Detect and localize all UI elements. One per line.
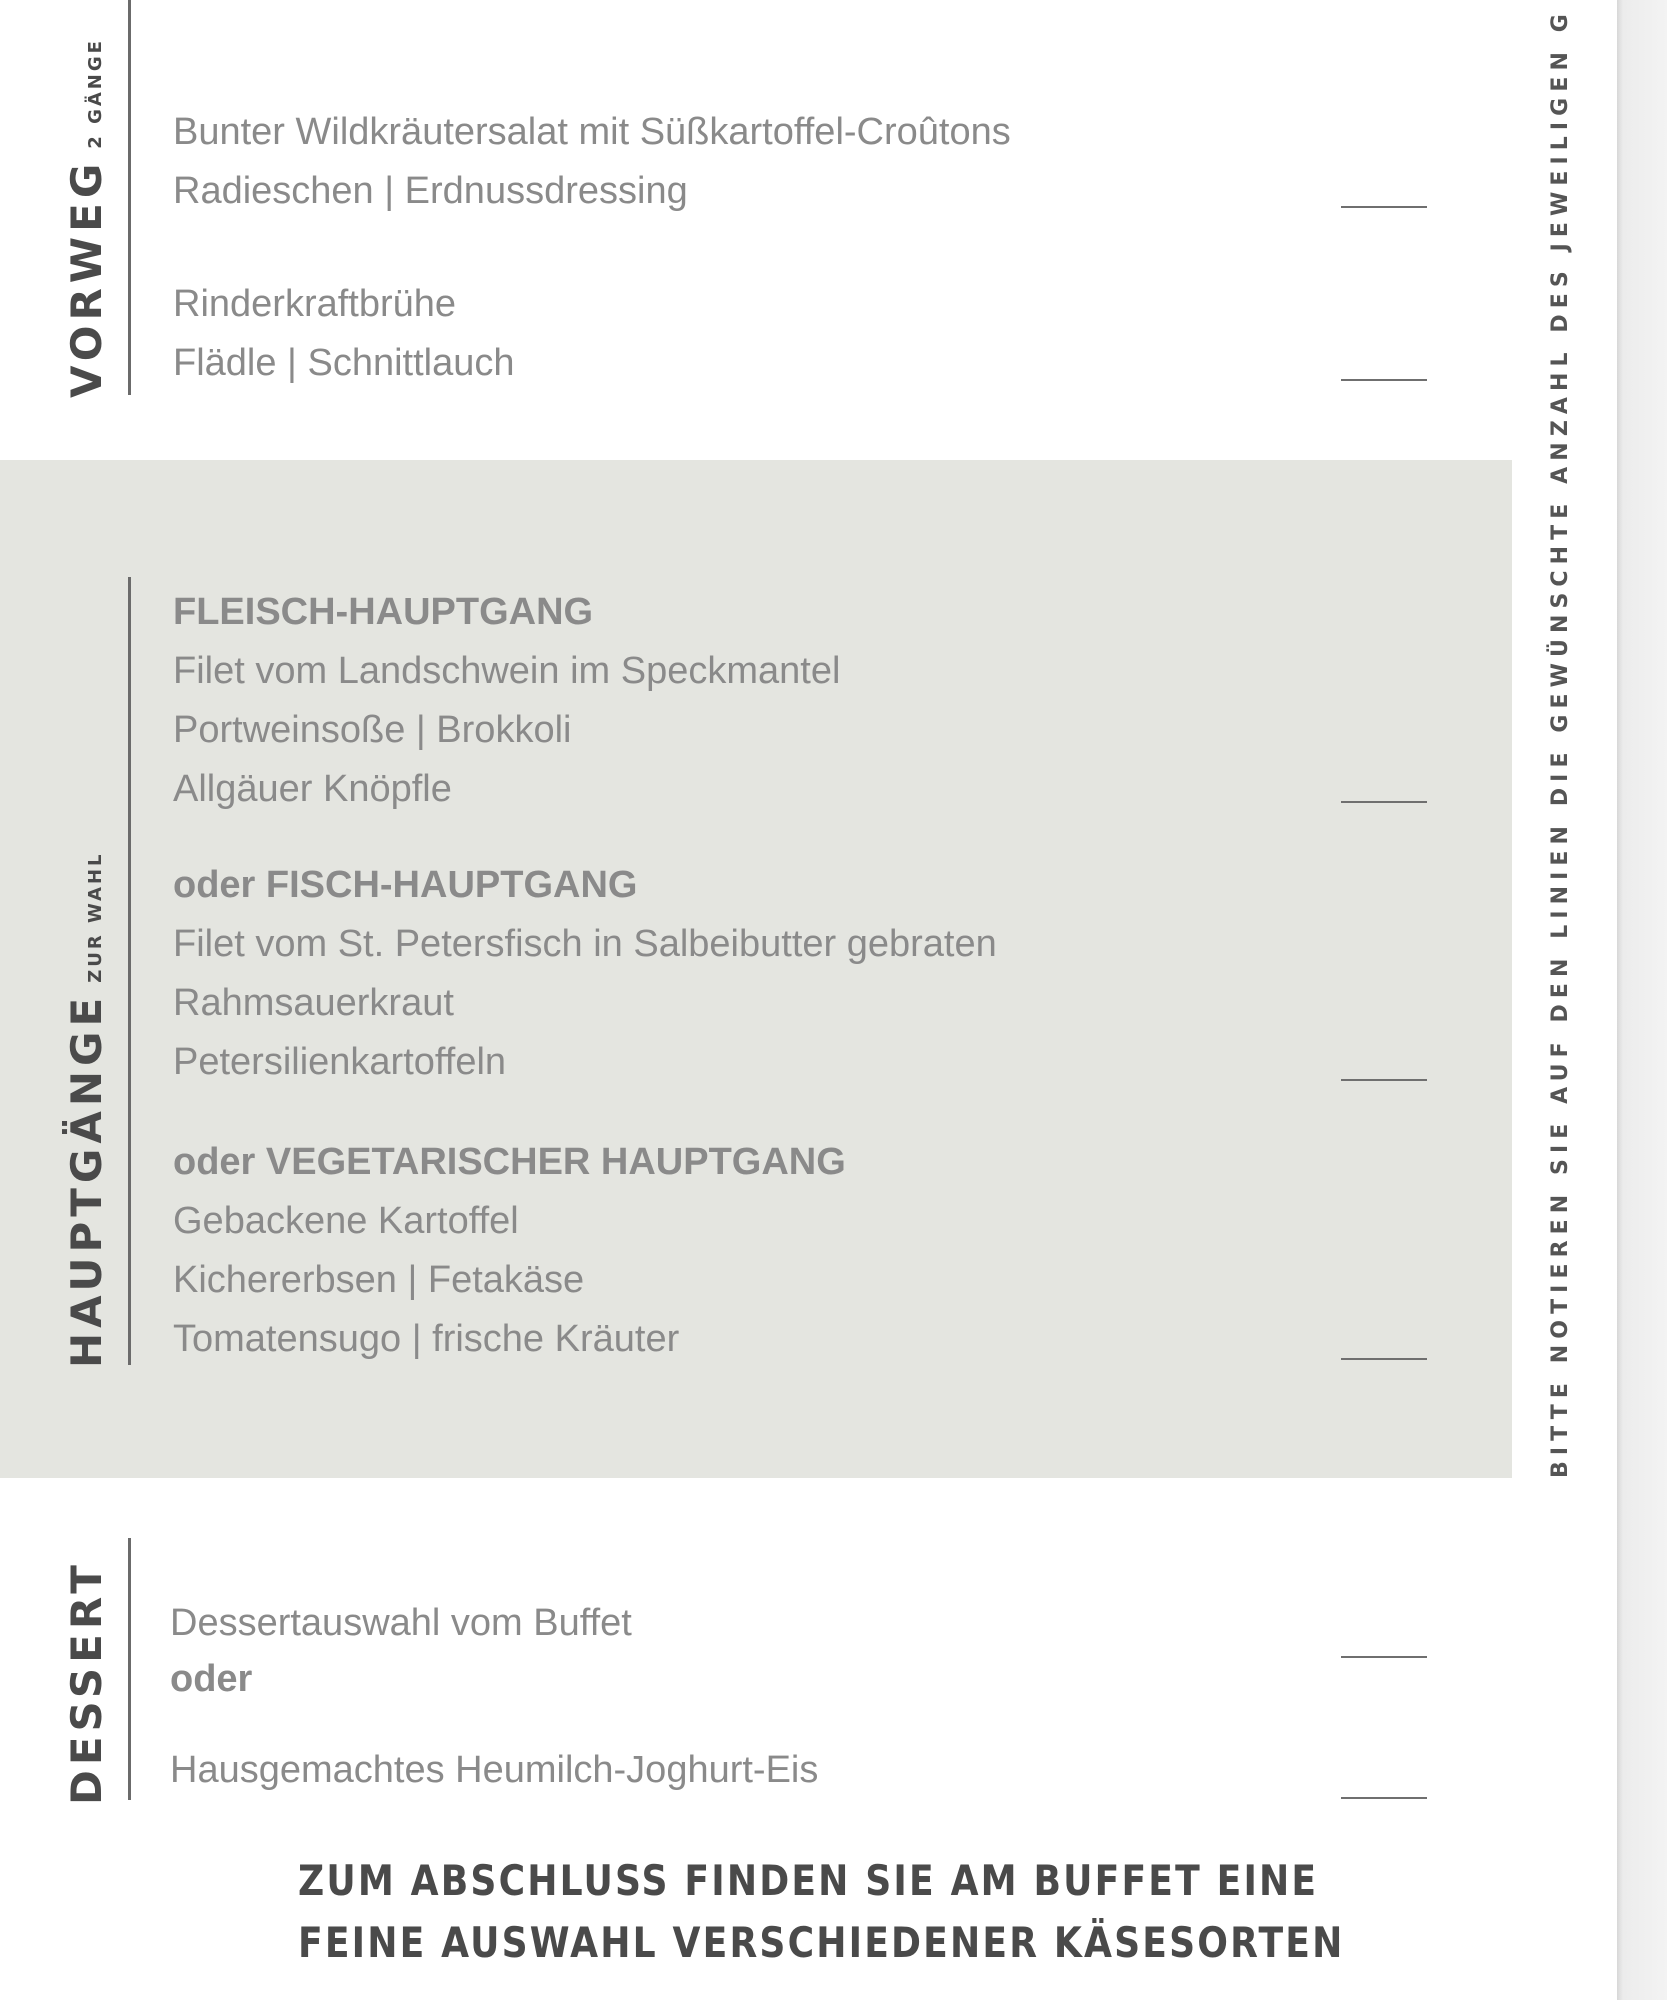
closing-line-2: FEINE AUSWAHL VERSCHIEDENER KÄSESORTEN — [298, 1918, 1345, 1967]
menu-item-salad-details: Radieschen | Erdnussdressing — [173, 170, 688, 212]
quantity-line-dessert-buffet[interactable] — [1341, 1656, 1427, 1658]
option-vegetarisch-line-3: Tomatensugo | frische Kräuter — [173, 1318, 680, 1360]
quantity-line-salad[interactable] — [1341, 206, 1427, 208]
option-vegetarisch-line-2: Kichererbsen | Fetakäse — [173, 1259, 585, 1301]
option-heading-fleisch: FLEISCH-HAUPTGANG — [173, 591, 594, 633]
menu-item-broth-name: Rinderkraftbrühe — [173, 283, 457, 325]
option-fisch-line-2: Rahmsauerkraut — [173, 982, 454, 1024]
section-title-vorweg: VORWEG — [62, 158, 111, 398]
closing-note — [298, 1850, 1344, 1974]
dessert-item-buffet: Dessertauswahl vom Buffet — [170, 1602, 632, 1644]
quantity-line-fisch[interactable] — [1341, 1079, 1427, 1081]
option-fleisch-line-1: Filet vom Landschwein im Speckmantel — [173, 650, 841, 692]
section-divider-hauptgaenge — [128, 577, 131, 1365]
dessert-separator-oder: oder — [170, 1658, 253, 1700]
page-edge-shadow — [1617, 0, 1667, 2000]
section-title-hauptgaenge: HAUPTGÄNGE — [62, 992, 111, 1368]
quantity-line-fleisch[interactable] — [1341, 801, 1427, 803]
option-fleisch-line-3: Allgäuer Knöpfle — [173, 768, 452, 810]
quantity-line-broth[interactable] — [1341, 379, 1427, 381]
quantity-line-dessert-eis[interactable] — [1341, 1797, 1427, 1799]
option-fisch-line-3: Petersilienkartoffeln — [173, 1041, 507, 1083]
closing-line-1: ZUM ABSCHLUSS FINDEN SIE AM BUFFET EINE — [298, 1856, 1319, 1905]
menu-item-broth-details: Flädle | Schnittlauch — [173, 342, 515, 384]
section-subtitle-hauptgaenge: ZUR WAHL — [85, 851, 106, 983]
option-fleisch-line-2: Portweinsoße | Brokkoli — [173, 709, 572, 751]
side-instruction-text: BITTE NOTIEREN SIE AUF DEN LINIEN DIE GEWÜNSCHTE ANZAHL DES JEWEILIGEN G — [1548, 8, 1573, 1478]
section-divider-dessert — [128, 1538, 131, 1800]
menu-item-salad-name: Bunter Wildkräutersalat mit Süßkartoffel-Croûtons — [173, 111, 1011, 153]
section-subtitle-vorweg: 2 GÄNGE — [85, 38, 106, 149]
dessert-item-eis: Hausgemachtes Heumilch-Joghurt-Eis — [170, 1749, 819, 1791]
section-title-dessert: DESSERT — [62, 1560, 111, 1805]
option-fisch-line-1: Filet vom St. Petersfisch in Salbeibutter gebraten — [173, 923, 997, 965]
option-vegetarisch-line-1: Gebackene Kartoffel — [173, 1200, 519, 1242]
section-divider-vorweg — [128, 0, 131, 395]
quantity-line-vegetarisch[interactable] — [1341, 1358, 1427, 1360]
option-heading-fisch: oder FISCH-HAUPTGANG — [173, 864, 638, 906]
option-heading-vegetarisch: oder VEGETARISCHER HAUPTGANG — [173, 1141, 846, 1183]
